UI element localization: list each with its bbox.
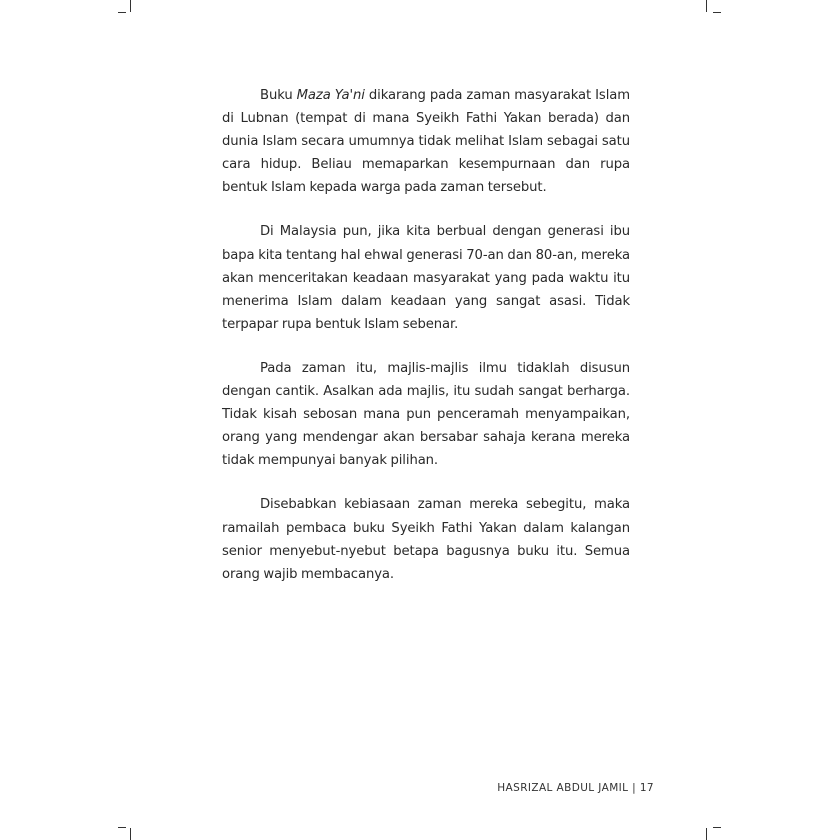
crop-mark-bottom-left-h xyxy=(118,827,126,828)
page-footer xyxy=(497,782,654,794)
book-title: Maza Ya'ni xyxy=(296,88,365,103)
paragraph-1 xyxy=(222,84,630,199)
footer-author: HASRIZAL ABDUL JAMIL xyxy=(497,782,629,794)
crop-mark-top-right-h xyxy=(713,12,721,13)
paragraph-2: Di Malaysia pun, jika kita berbual dengan generasi ibu bapa kita tentang hal ehwal generasi 70-an dan 80-an, mereka akan menceritakan keadaan masyarakat yang pada waktu itu menerima Islam dalam keadaan yang sangat asasi. Tidak terpapar rupa bentuk Islam sebenar. xyxy=(222,224,630,332)
paragraph-1-rest: dikarang pada zaman masyarakat Islam di Lubnan (tempat di mana Syeikh Fathi Yakan berada) dan dunia Islam secara umumnya tidak melihat Islam sebagai satu cara hidup. Beliau memaparkan kesempurnaan dan rupa bentuk Islam kepada warga pada zaman tersebut. xyxy=(222,88,630,196)
crop-mark-top-right xyxy=(706,0,707,12)
page-number: 17 xyxy=(639,782,654,794)
crop-mark-bottom-right-h xyxy=(713,827,721,828)
footer-separator: | xyxy=(628,782,640,794)
crop-mark-top-left-h xyxy=(118,12,126,13)
paragraph-3: Pada zaman itu, majlis-majlis ilmu tidaklah disusun dengan cantik. Asalkan ada majlis, itu sudah sangat berharga. Tidak kisah sebosan mana pun penceramah menyampaikan, orang yang mendengar akan bersabar sahaja kerana mereka tidak mempunyai banyak pilihan. xyxy=(222,360,630,469)
crop-mark-top-left xyxy=(130,0,131,12)
body-text xyxy=(222,84,630,607)
crop-mark-bottom-right xyxy=(706,828,707,840)
paragraph-1-prefix: Buku xyxy=(260,88,297,103)
crop-mark-bottom-left xyxy=(130,828,131,840)
paragraph-4: Disebabkan kebiasaan zaman mereka sebegitu, maka ramailah pembaca buku Syeikh Fathi Yakan dalam kalangan senior menyebut-nyebut betapa bagusnya buku itu. Semua orang wajib membacanya. xyxy=(222,497,630,582)
